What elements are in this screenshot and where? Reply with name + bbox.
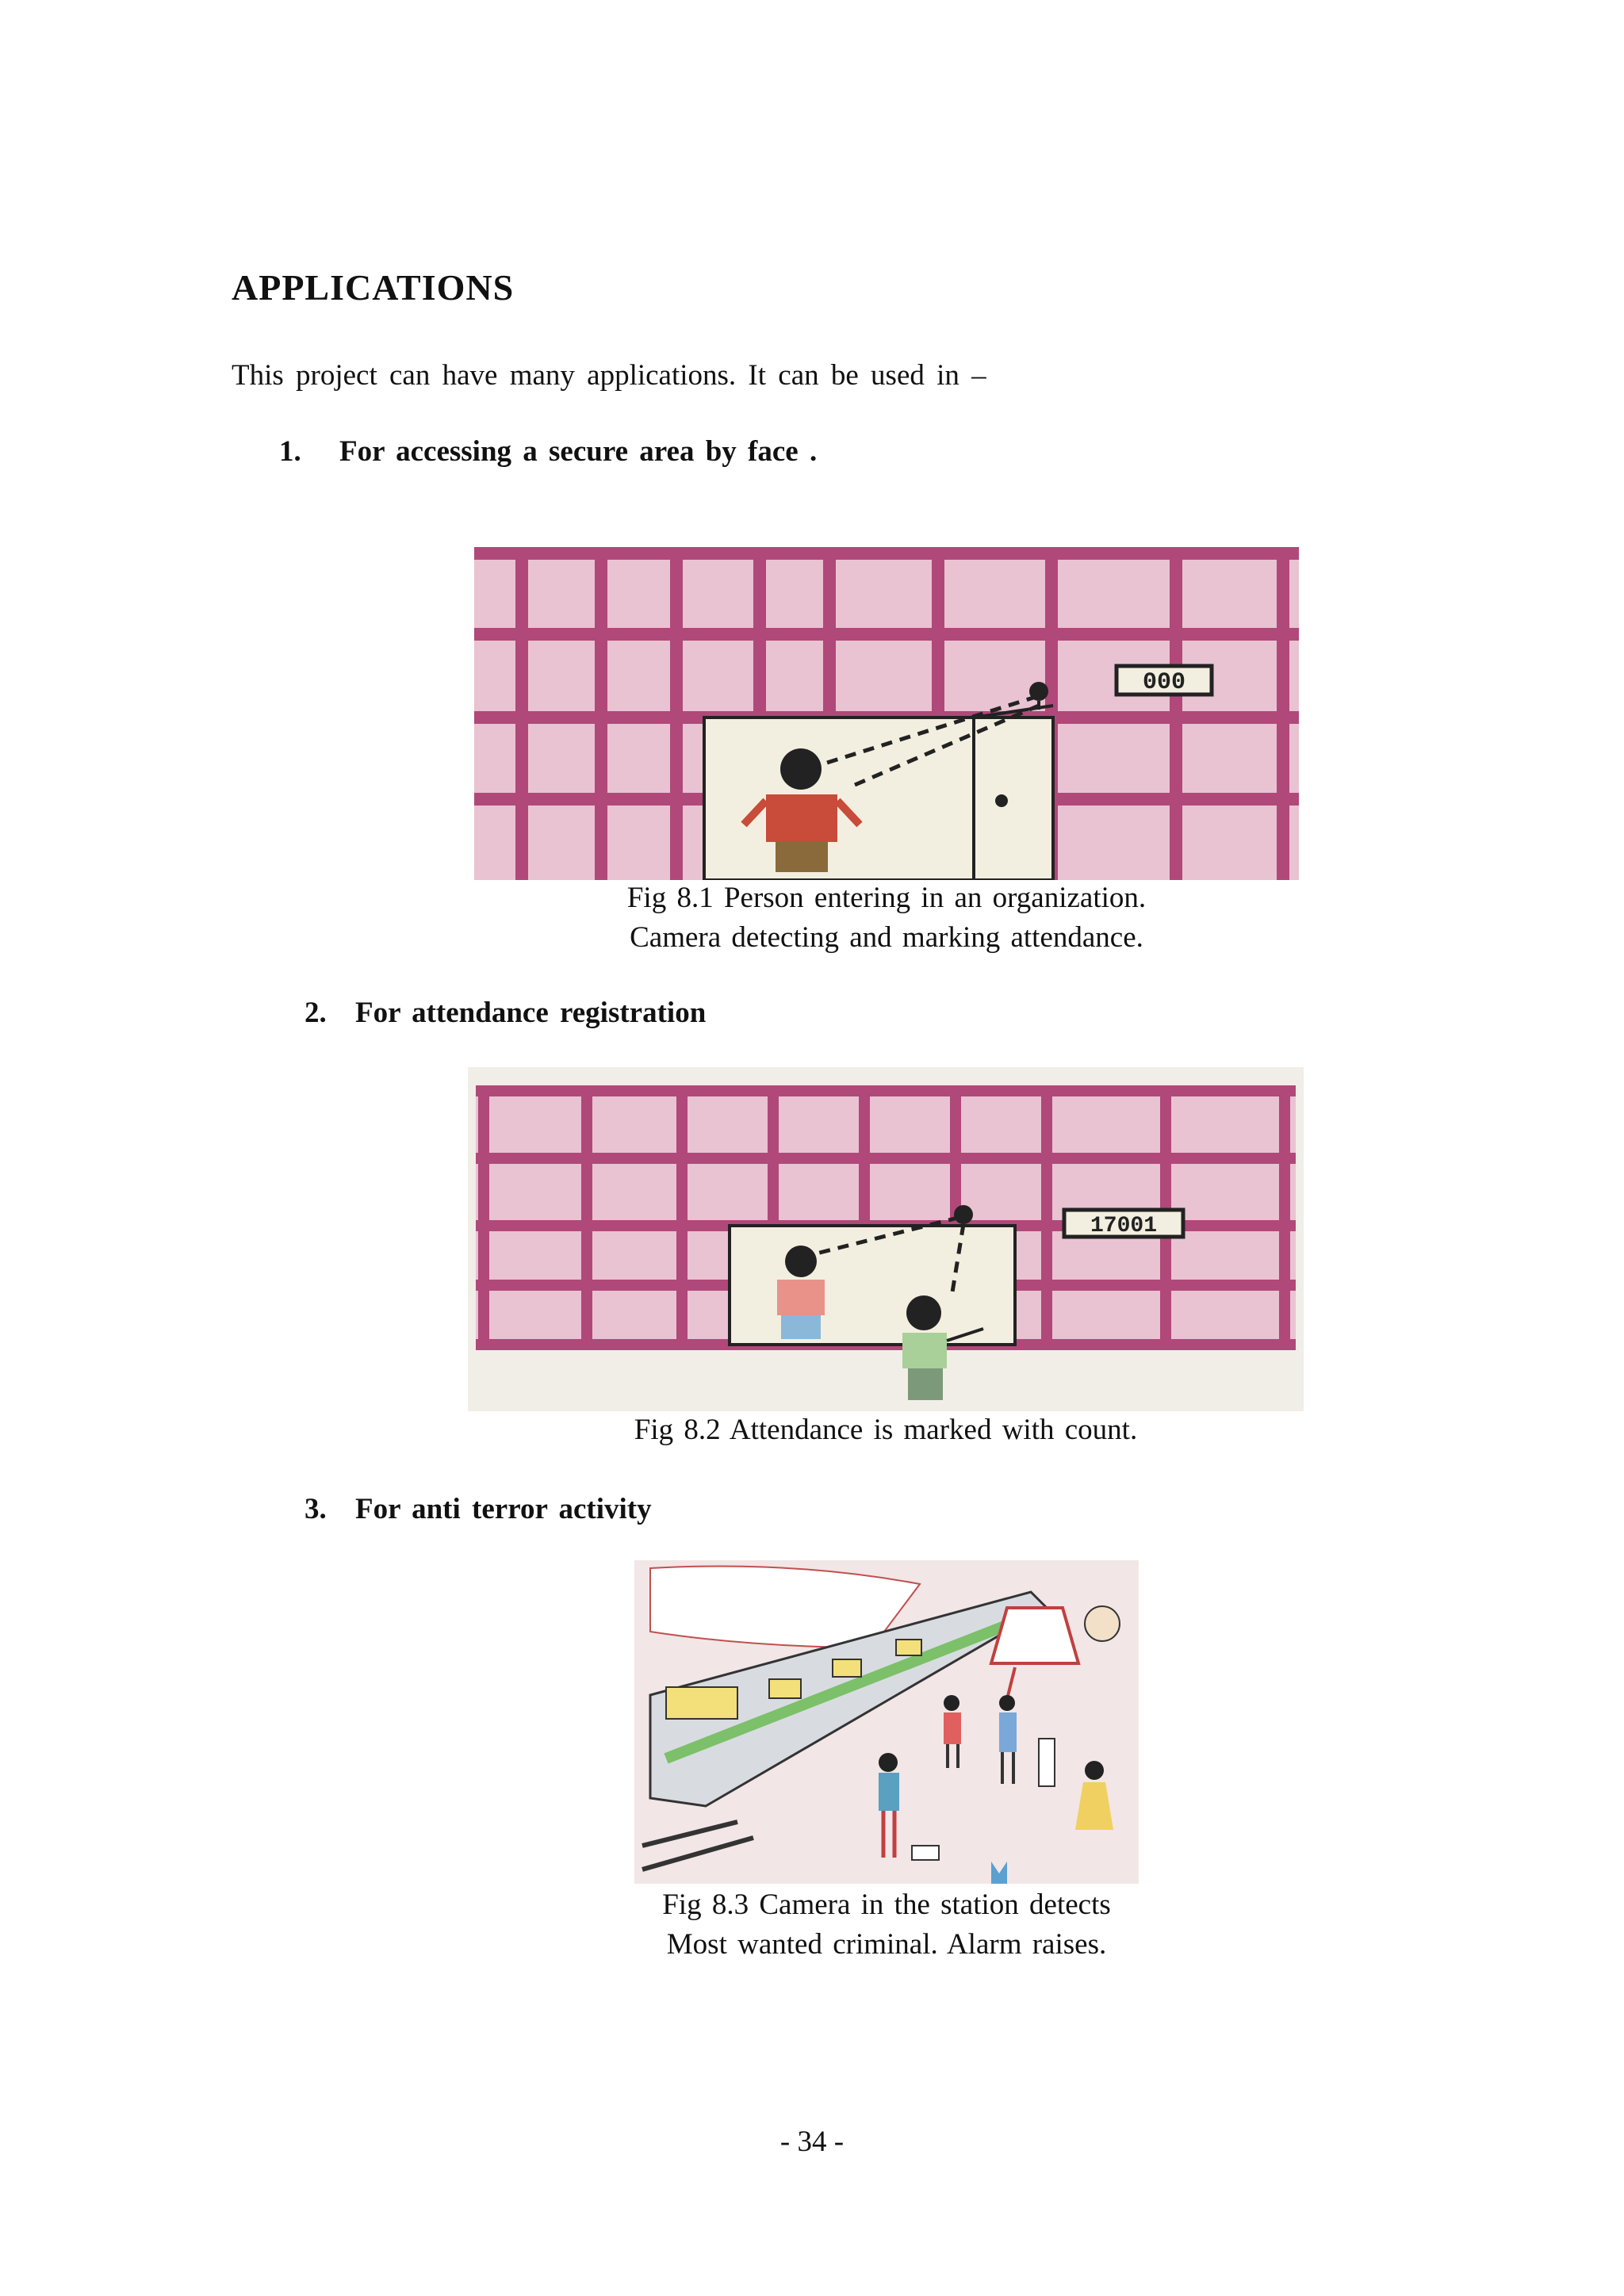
- caption-line: Camera detecting and marking attendance.: [630, 921, 1143, 954]
- caption-line: Fig 8.2 Attendance is marked with count.: [634, 1414, 1138, 1446]
- caption-line: Most wanted criminal. Alarm raises.: [666, 1928, 1107, 1961]
- intro-paragraph: This project can have many applications. It can be used in –: [232, 359, 986, 392]
- figure-8-1-caption: [474, 878, 1299, 958]
- list-item-2: [304, 996, 706, 1030]
- list-item-text: For accessing a secure area by face .: [339, 435, 818, 468]
- caption-line: Fig 8.1 Person entering in an organization.: [626, 882, 1147, 914]
- figure-8-3-caption: [626, 1885, 1147, 1965]
- caption-line: Fig 8.3 Camera in the station detects: [662, 1888, 1111, 1921]
- figure-8-2-image: [468, 1067, 1304, 1411]
- list-item-number: 1.: [279, 435, 301, 468]
- page-number: - 34 -: [779, 2126, 845, 2158]
- list-item-number: 2.: [304, 997, 327, 1029]
- list-item-text: For attendance registration: [355, 997, 707, 1029]
- figure-8-3-image: [634, 1560, 1139, 1884]
- figure-8-2-caption: [468, 1410, 1304, 1450]
- list-item-text: For anti terror activity: [355, 1493, 652, 1525]
- figure-8-1-image: [474, 547, 1299, 880]
- figure-8-1-counter: 000: [1142, 669, 1186, 696]
- list-item-number: 3.: [304, 1493, 327, 1525]
- figure-8-2-counter: 17001: [1090, 1214, 1158, 1238]
- list-item-3: [304, 1492, 652, 1526]
- list-item-1: [279, 434, 817, 469]
- section-heading: APPLICATIONS: [232, 267, 515, 308]
